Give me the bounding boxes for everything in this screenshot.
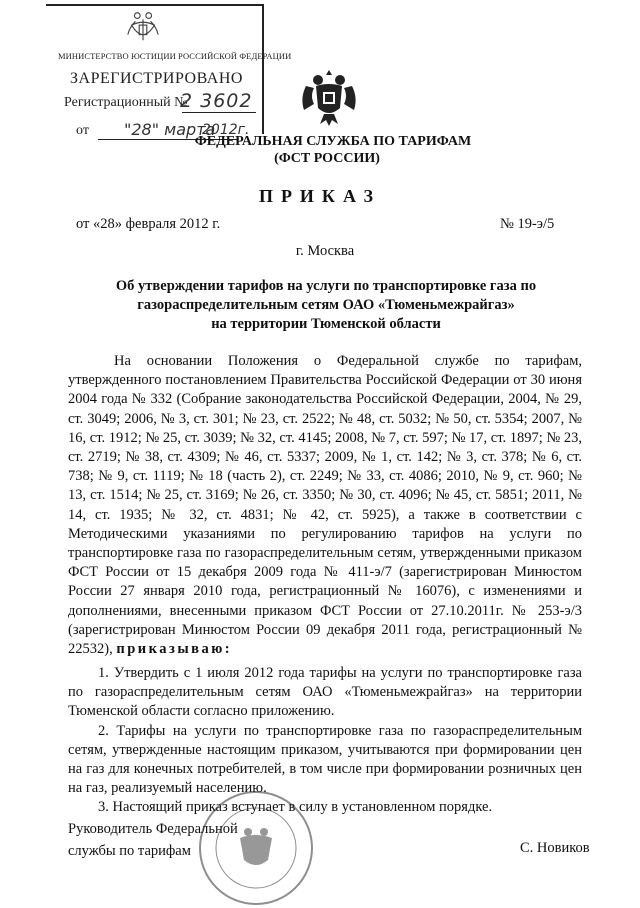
- order-number: № 19-э/5: [500, 216, 555, 232]
- document-title: [96, 277, 556, 334]
- stamp-registered-label: ЗАРЕГИСТРИРОВАНО: [70, 70, 243, 87]
- order-item: 3. Настоящий приказ вступает в силу в установленном порядке.: [98, 799, 493, 816]
- order-word: приказываю:: [116, 641, 233, 658]
- preamble-paragraph: [68, 352, 582, 659]
- stamp-reg-number: 2 3602: [180, 90, 253, 112]
- signatory-title-line: службы по тарифам: [68, 843, 191, 859]
- stamp-number-underline: [182, 112, 256, 113]
- stamp-reg-number-label: Регистрационный №: [64, 95, 188, 110]
- signatory-title: [68, 818, 238, 862]
- signatory-name: С. Новиков: [520, 840, 590, 856]
- signatory-title-line: Руководитель Федеральной: [68, 821, 238, 837]
- stamp-date-prefix: от: [76, 123, 89, 138]
- stamp-date-handwritten: "28" марта: [124, 120, 216, 139]
- order-item: 1. Утвердить с 1 июля 2012 года тарифы на услуги по транспортировке газа по газораспределительным сетям ОАО «Тюменьмежрайгаз» на территории Тюменской области согласно приложению.: [68, 665, 582, 720]
- stamp-year-handwritten: 2012г.: [202, 122, 250, 138]
- agency-name: ФЕДЕРАЛЬНАЯ СЛУЖБА ПО ТАРИФАМ: [194, 134, 472, 149]
- double-headed-eagle-icon: [296, 64, 362, 130]
- document-type-heading: ПРИКАЗ: [258, 186, 382, 206]
- double-headed-eagle-icon: [124, 8, 162, 46]
- title-line: газораспределительным сетям ОАО «Тюменьмежрайгаз»: [137, 297, 515, 313]
- order-city: г. Москва: [295, 243, 355, 259]
- order-date: от «28» февраля 2012 г.: [76, 216, 221, 232]
- order-items: [68, 664, 582, 818]
- order-item: 2. Тарифы на услуги по транспортировке газа по газораспределительным сетям, утвержденные настоящим приказом, учитываются при формировании цен на газ для конечных потребителей, в том числе при формировании розничных цен на газ, реализуемый населению.: [68, 722, 582, 797]
- stamp-ministry-name: МИНИСТЕРСТВО ЮСТИЦИИ РОССИЙСКОЙ ФЕДЕРАЦИИ: [58, 51, 292, 61]
- title-line: Об утверждении тарифов на услуги по транспортировке газа по: [115, 278, 537, 294]
- agency-abbreviation: (ФСТ РОССИИ): [274, 151, 380, 166]
- title-line: на территории Тюменской области: [211, 316, 441, 332]
- preamble-text: На основании Положения о Федеральной службе по тарифам, утвержденного постановлением Правительства Российской Федерации от 30 июня 2004 года № 332 (Собрание законодательства Российской Федерации, 2004, № 29, ст. 3049; 2006, № 3, ст. 301; № 23, ст. 2522; № 48, ст. 5032; № 50, ст. 5354; 2007, № 16, ст. 1912; № 25, ст. 3039; № 32, ст. 4145; 2008, № 7, ст. 597; № 17, ст. 1897; № 23, ст. 2719; № 38, ст. 4309; № 46, ст. 5337; 2009, № 1, ст. 142; № 3, ст. 378; № 6, ст. 738; № 9, ст. 1119; № 18 (часть 2), ст. 2249; № 33, ст. 4086; 2010, № 9, ст. 960; № 13, ст. 1514; № 25, ст. 3169; № 26, ст. 3350; № 30, ст. 4096; № 45, ст. 5851; 2011, № 14, ст. 1935; № 32, ст. 4831; № 42, ст. 5925), а также в соответствии с Методическими указаниями по регулированию тарифов на услуги по транспортировке газа по газораспределительным сетям, утвержденными приказом ФСТ России от 15 декабря 2009 года № 411-э/7 (зарегистрирован Минюстом России 27 января 2010 года, регистрационный № 16076), с изменениями и дополнениями, внесенными приказом ФСТ России от 27.10.2011г. № 253-э/3 (зарегистрирован Минюстом России 09 декабря 2011 года, регистрационный № 22532),: [68, 353, 582, 658]
